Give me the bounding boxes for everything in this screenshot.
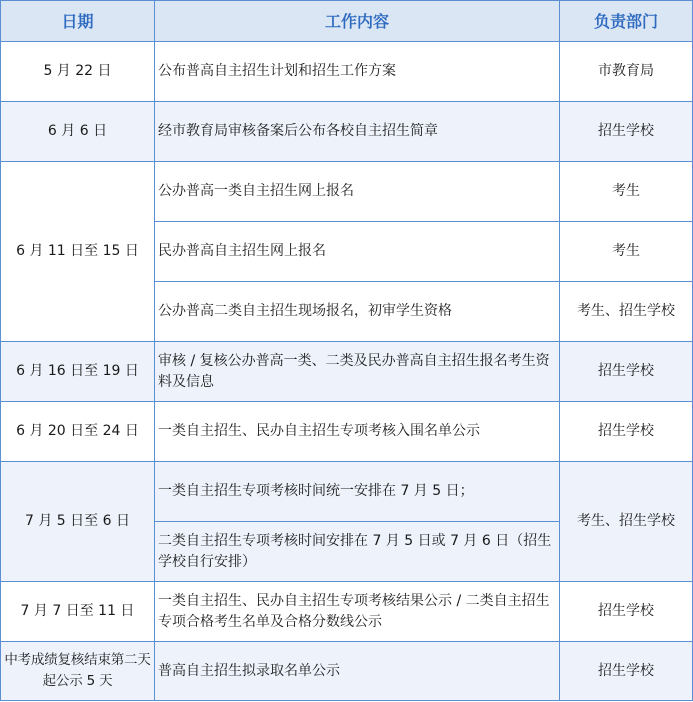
dept-cell: 考生 xyxy=(560,222,693,282)
date-cell: 6 月 11 日至 15 日 xyxy=(1,162,155,342)
table-row xyxy=(1,582,693,642)
content-cell: 公布普高自主招生计划和招生工作方案 xyxy=(155,42,560,102)
dept-cell: 招生学校 xyxy=(560,582,693,642)
content-cell: 普高自主招生拟录取名单公示 xyxy=(155,642,560,701)
header-content: 工作内容 xyxy=(155,1,560,42)
content-cell: 二类自主招生专项考核时间安排在 7 月 5 日或 7 月 6 日（招生学校自行安排） xyxy=(155,522,560,582)
content-cell: 公办普高二类自主招生现场报名，初审学生资格 xyxy=(155,282,560,342)
date-cell: 6 月 20 日至 24 日 xyxy=(1,402,155,462)
dept-cell: 考生、招生学校 xyxy=(560,282,693,342)
content-cell: 公办普高一类自主招生网上报名 xyxy=(155,162,560,222)
table-row xyxy=(1,102,693,162)
dept-cell: 考生、招生学校 xyxy=(560,462,693,582)
table-row xyxy=(1,162,693,222)
content-cell: 一类自主招生专项考核时间统一安排在 7 月 5 日； xyxy=(155,462,560,522)
content-cell: 一类自主招生、民办自主招生专项考核入围名单公示 xyxy=(155,402,560,462)
date-cell: 5 月 22 日 xyxy=(1,42,155,102)
table-row xyxy=(1,462,693,522)
table-row xyxy=(1,642,693,701)
header-dept: 负责部门 xyxy=(560,1,693,42)
date-cell: 6 月 6 日 xyxy=(1,102,155,162)
date-cell: 中考成绩复核结束第二天起公示 5 天 xyxy=(1,642,155,701)
dept-cell: 招生学校 xyxy=(560,342,693,402)
table-row xyxy=(1,42,693,102)
content-cell: 经市教育局审核备案后公布各校自主招生简章 xyxy=(155,102,560,162)
table-header-row xyxy=(1,1,693,42)
dept-cell: 考生 xyxy=(560,162,693,222)
table-row xyxy=(1,342,693,402)
dept-cell: 招生学校 xyxy=(560,402,693,462)
content-cell: 一类自主招生、民办自主招生专项考核结果公示 / 二类自主招生专项合格考生名单及合格分数线公示 xyxy=(155,582,560,642)
content-cell: 审核 / 复核公办普高一类、二类及民办普高自主招生报名考生资料及信息 xyxy=(155,342,560,402)
date-cell: 7 月 7 日至 11 日 xyxy=(1,582,155,642)
date-cell: 7 月 5 日至 6 日 xyxy=(1,462,155,582)
date-cell: 6 月 16 日至 19 日 xyxy=(1,342,155,402)
dept-cell: 市教育局 xyxy=(560,42,693,102)
table-row xyxy=(1,402,693,462)
content-cell: 民办普高自主招生网上报名 xyxy=(155,222,560,282)
dept-cell: 招生学校 xyxy=(560,642,693,701)
dept-cell: 招生学校 xyxy=(560,102,693,162)
header-date: 日期 xyxy=(1,1,155,42)
